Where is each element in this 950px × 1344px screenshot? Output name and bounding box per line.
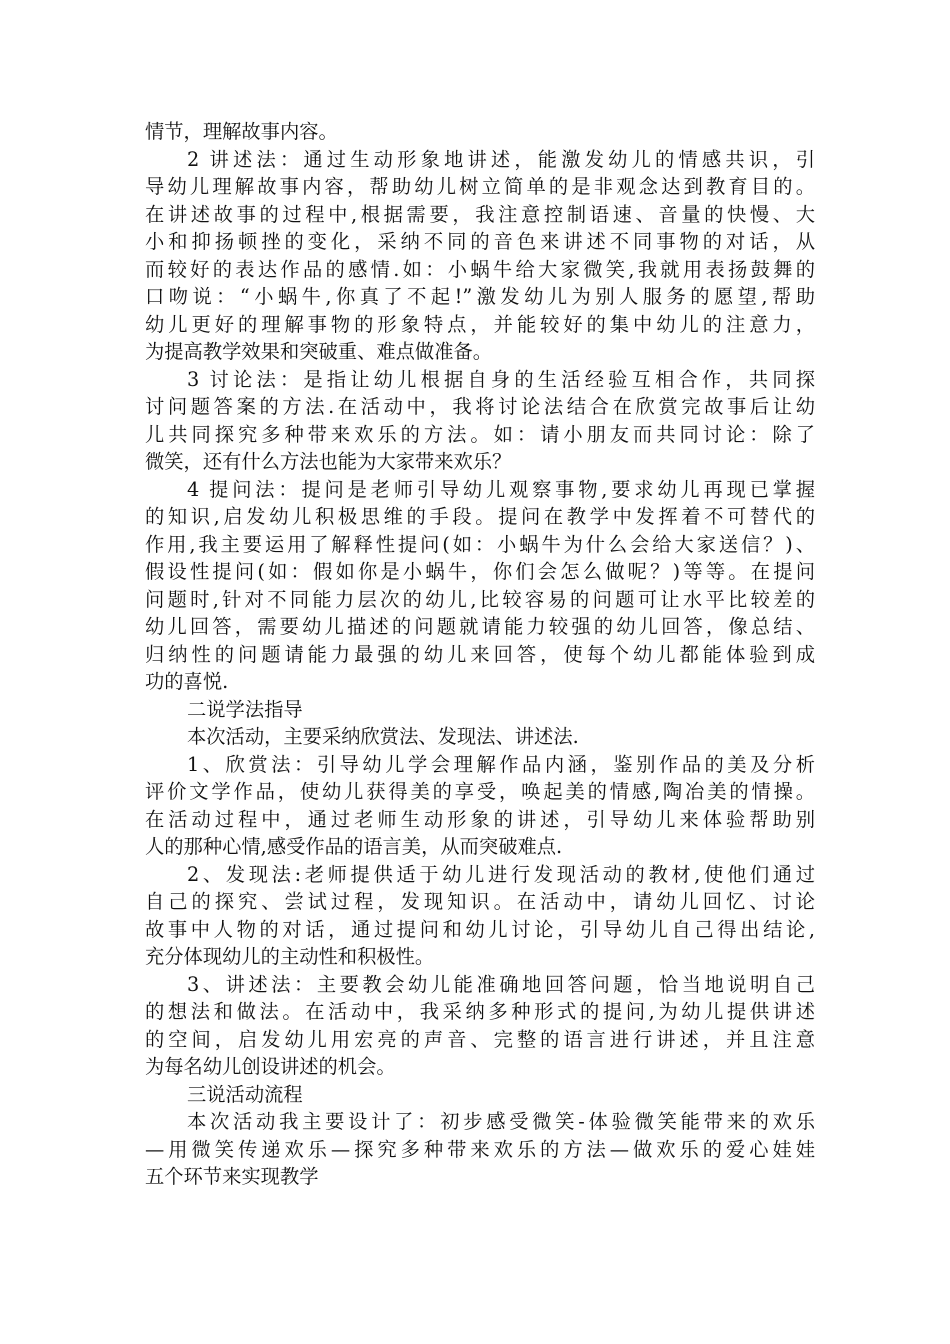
text-line: 人的那种心情,感受作品的语言美，从而突破难点.	[145, 835, 563, 858]
text-line: 在讲述故事的过程中,根据需要，我注意控制语速、音量的快慢、大	[145, 202, 815, 226]
text-line: 4 提问法：提问是老师引导幼儿观察事物,要求幼儿再现已掌握	[187, 477, 815, 501]
text-line: 讨问题答案的方法.在活动中，我将讨论法结合在欣赏完故事后让幼	[145, 395, 815, 418]
text-line: 2 讲述法：通过生动形象地讲述，能激发幼儿的情感共识，引	[187, 147, 815, 171]
text-line: 本次活动我主要设计了：初步感受微笑-体验微笑能带来的欢乐	[187, 1110, 815, 1133]
text-line: 归纳性的问题请能力最强的幼儿来回答，使每个幼儿都能体验到成	[145, 642, 815, 666]
text-line: 导幼儿理解故事内容，帮助幼儿树立简单的是非观念达到教育目的。	[145, 175, 815, 198]
text-line: 充分体现幼儿的主动性和积极性。	[145, 945, 435, 968]
text-line: 1、欣赏法：引导幼儿学会理解作品内涵，鉴别作品的美及分析	[187, 752, 815, 776]
text-line: 为每名幼儿创设讲述的机会。	[145, 1055, 396, 1078]
text-line: 在活动过程中，通过老师生动形象的讲述，引导幼儿来体验帮助别	[145, 807, 815, 831]
text-line: —用微笑传递欢乐—探究多种带来欢乐的方法—做欢乐的爱心娃娃	[145, 1137, 815, 1161]
text-line: 自己的探究、尝试过程，发现知识。在活动中，请幼儿回忆、讨论	[145, 890, 815, 913]
text-line: 问题时,针对不同能力层次的幼儿,比较容易的问题可让水平比较差的	[145, 587, 815, 611]
text-line: 五个环节来实现教学	[145, 1165, 319, 1188]
text-line: 儿共同探究多种带来欢乐的方法。如：请小朋友而共同讨论：除了	[145, 422, 815, 446]
text-line: 本次活动，主要采纳欣赏法、发现法、讲述法.	[187, 725, 579, 748]
text-line: 三说活动流程	[187, 1082, 303, 1106]
text-line: 的空间，启发幼儿用宏亮的声音、完整的语言进行讲述，并且注意	[145, 1027, 815, 1051]
text-line: 二说学法指导	[187, 697, 303, 721]
text-line: 而较好的表达作品的感情.如：小蜗牛给大家微笑,我就用表扬鼓舞的	[145, 257, 815, 281]
text-line: 评价文学作品，使幼儿获得美的享受，唤起美的情感,陶冶美的情操。	[145, 780, 815, 803]
text-line: 幼儿回答，需要幼儿描述的问题就请能力较强的幼儿回答，像总结、	[145, 615, 815, 638]
text-line: 口吻说：“小蜗牛,你真了不起!”激发幼儿为别人服务的愿望,帮助	[145, 285, 815, 308]
text-line: 的想法和做法。在活动中，我采纳多种形式的提问,为幼儿提供讲述	[145, 1000, 815, 1023]
text-line: 假设性提问(如：假如你是小蜗牛，你们会怎么做呢？)等等。在提问	[145, 560, 815, 583]
text-line: 小和抑扬顿挫的变化，采纳不同的音色来讲述不同事物的对话，从	[145, 230, 815, 253]
text-line: 的知识,启发幼儿积极思维的手段。提问在教学中发挥着不可替代的	[145, 505, 815, 528]
text-line: 幼儿更好的理解事物的形象特点，并能较好的集中幼儿的注意力，	[145, 312, 815, 336]
text-line: 2、发现法:老师提供适于幼儿进行发现活动的教材,使他们通过	[187, 862, 815, 886]
text-line: 情节，理解故事内容。	[145, 120, 338, 143]
text-line: 作用,我主要运用了解释性提问(如：小蜗牛为什么会给大家送信？)、	[145, 532, 815, 556]
text-line: 微笑，还有什么方法也能为大家带来欢乐？	[145, 450, 512, 473]
text-line: 为提高教学效果和突破重、难点做准备。	[145, 340, 493, 363]
text-line: 3、讲述法：主要教会幼儿能准确地回答问题，恰当地说明自己	[187, 972, 815, 996]
text-line: 3 讨论法：是指让幼儿根据自身的生活经验互相合作，共同探	[187, 367, 815, 391]
text-line: 功的喜悦.	[145, 670, 229, 693]
text-line: 故事中人物的对话，通过提问和幼儿讨论，引导幼儿自己得出结论,	[145, 917, 815, 941]
document-body	[145, 118, 815, 1191]
